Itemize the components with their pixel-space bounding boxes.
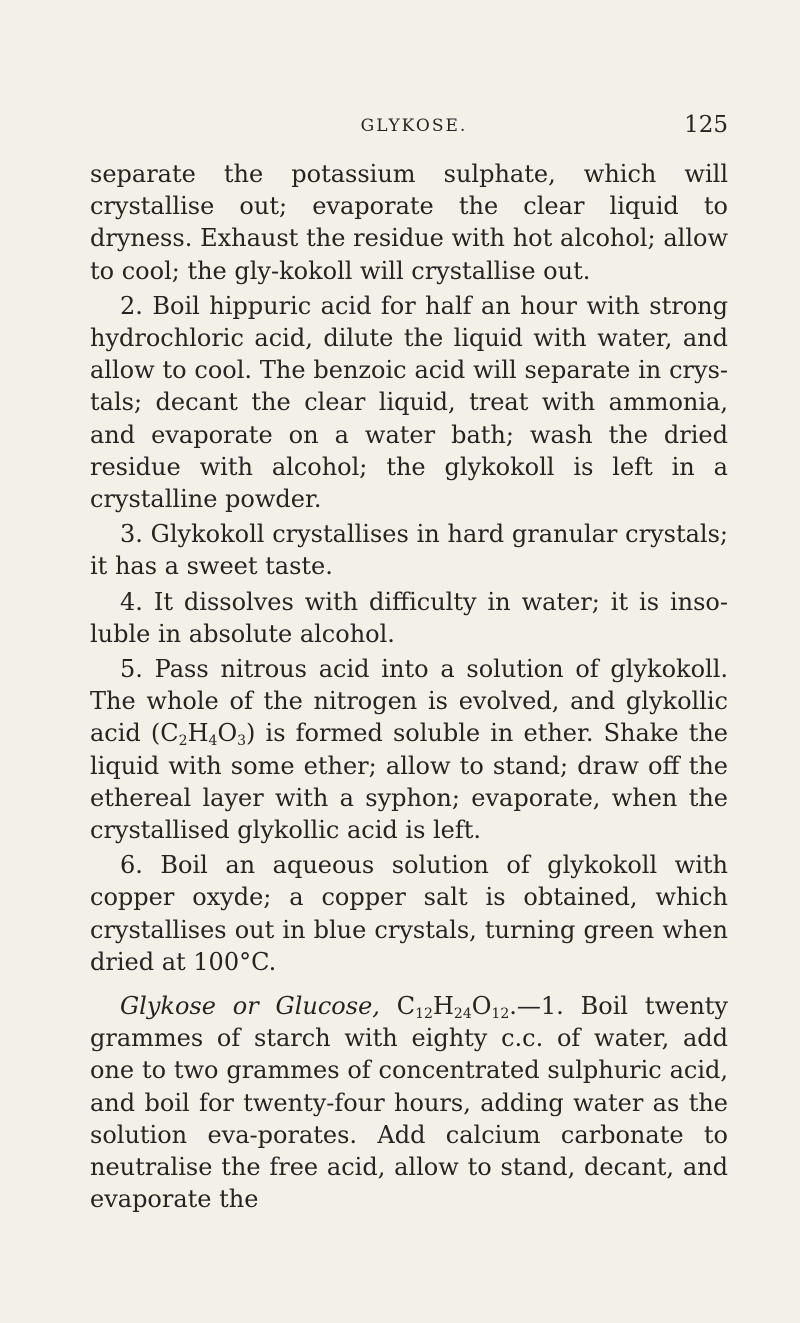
p5-text-before: 5. Pass nitrous acid into a solution of glykokoll. The whole of the nitrogen is evolved, and glykollic acid (C [90, 655, 728, 748]
p5-text-after: ) is formed soluble in ether. Shake the liquid with some ether; allow to stand; draw off the ethereal layer with a syphon; evaporate, when the crystallised glykollic acid is left. [90, 719, 728, 845]
glykose-heading: Glykose or Glucose, [120, 992, 380, 1021]
paragraph-2: 2. Boil hippuric acid for half an hour with strong hydrochloric acid, dilute the liquid with water, and allow to cool. The benzoic acid will separate in crys-tals; decant the clear liquid, treat with ammonia, and evaporate on a water bath; wash the dried residue with alcohol; the glykokoll is left in a crystalline powder. [90, 291, 728, 514]
formula-c: C [379, 992, 416, 1021]
p5-o: O [217, 719, 238, 748]
paragraph-6: 6. Boil an aqueous solution of glykokoll with copper oxyde; a copper salt is obtained, which crystallises out in blue crystals, turning green when dried at 100°C. [90, 851, 728, 976]
p5-sub-h: 4 [208, 733, 218, 750]
paragraph-3: 3. Glykokoll crystallises in hard granular crystals; it has a sweet taste. [90, 520, 728, 581]
page-number: 125 [684, 112, 728, 138]
p5-sub-c: 2 [178, 733, 188, 750]
paragraph-5 [90, 653, 728, 846]
formula-o-sub: 12 [491, 1006, 510, 1023]
formula-c-sub: 12 [415, 1006, 433, 1023]
running-title: GLYKOSE. [360, 116, 468, 136]
formula-h: H [432, 992, 454, 1021]
running-head [100, 112, 728, 142]
paragraph-glykose [90, 990, 728, 1215]
glykose-text: .—1. Boil twenty grammes of starch with eighty c.c. of water, add one to two grammes of concentrated sulphuric acid, and boil for twenty-four hours, adding water as the solution eva-porates. Add calcium carbonate to neutralise the free acid, allow to stand, decant, and evaporate the [90, 992, 728, 1214]
body-text [90, 158, 728, 1219]
p5-sub-o: 3 [237, 733, 247, 750]
paragraph-4: 4. It dissolves with difficulty in water; it is inso-luble in absolute alcohol. [90, 587, 728, 648]
formula-o: O [471, 992, 492, 1021]
p5-h: H [187, 719, 209, 748]
paragraph-intro: separate the potassium sulphate, which will crystallise out; evaporate the clear liquid to dryness. Exhaust the residue with hot alcohol; allow to cool; the gly-kokoll will crystallise out. [90, 160, 728, 285]
formula-h-sub: 24 [453, 1006, 472, 1023]
